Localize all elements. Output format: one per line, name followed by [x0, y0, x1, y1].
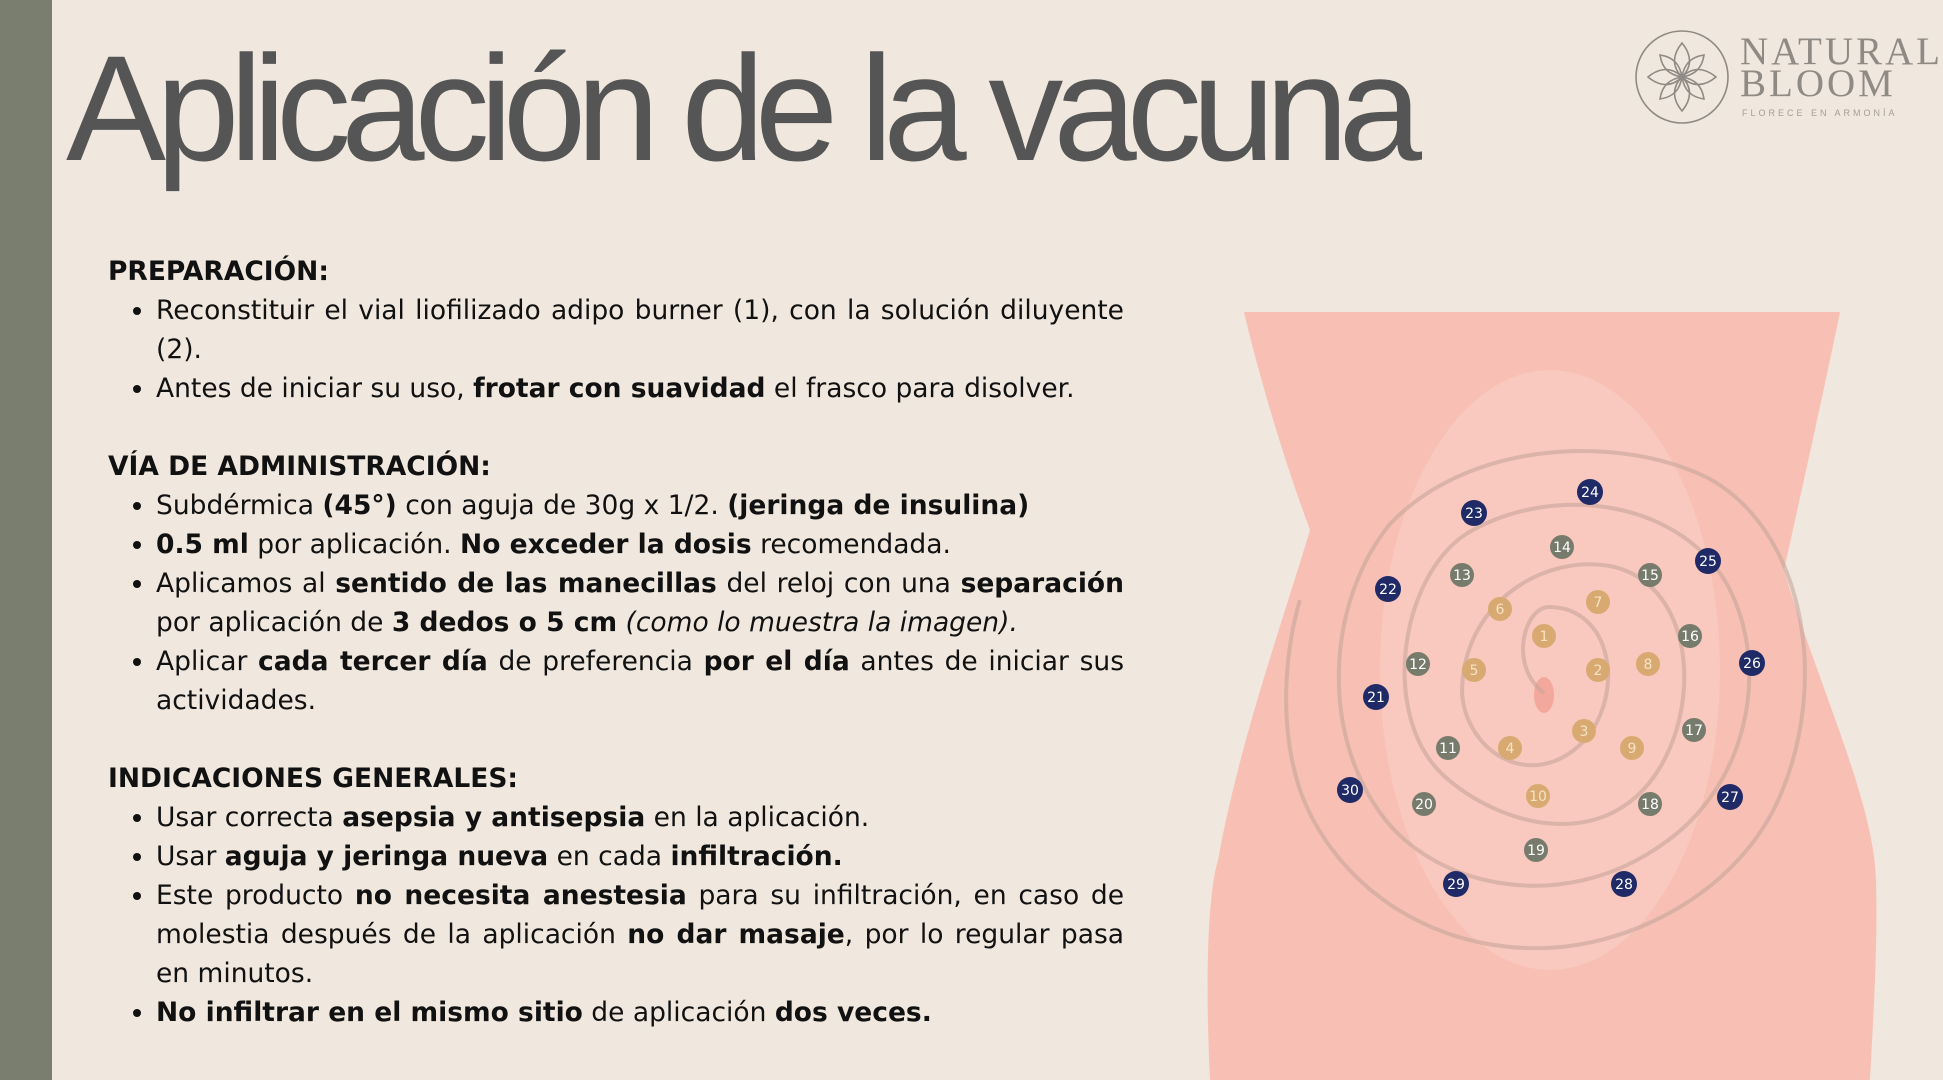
text-run: Aplicamos al: [156, 568, 336, 599]
injection-point-27: [1717, 784, 1743, 810]
text-run: el frasco para disolver.: [765, 373, 1075, 404]
text-run: por aplicación de: [156, 607, 392, 638]
injection-point-label: 11: [1439, 741, 1457, 757]
injection-point-24: [1577, 479, 1603, 505]
injection-point-label: 19: [1527, 843, 1545, 859]
injection-point-19: [1524, 838, 1548, 862]
text-run: de preferencia: [487, 646, 704, 677]
emphasis-run: dos veces.: [774, 997, 932, 1028]
injection-point-5: [1462, 658, 1486, 682]
injection-point-2: [1586, 658, 1610, 682]
injection-point-label: 8: [1643, 657, 1653, 673]
text-run: con aguja de 30g x 1/2.: [396, 490, 728, 521]
list-item: [156, 564, 1124, 642]
injection-point-label: 12: [1409, 657, 1427, 673]
injection-point-label: 29: [1447, 877, 1465, 893]
injection-point-21: [1363, 684, 1389, 710]
text-run: Antes de iniciar su uso,: [156, 373, 474, 404]
injection-point-label: 1: [1539, 629, 1549, 645]
injection-point-label: 20: [1415, 797, 1433, 813]
injection-point-28: [1611, 871, 1637, 897]
emphasis-run: por el día: [703, 646, 850, 677]
list-item: [156, 993, 1124, 1032]
injection-point-label: 22: [1379, 582, 1397, 598]
list-item: [156, 369, 1124, 408]
instructions-content: [108, 252, 1124, 1032]
injection-point-label: 9: [1627, 741, 1637, 757]
via-list: [108, 486, 1124, 720]
injection-point-14: [1550, 535, 1574, 559]
emphasis-run: no dar masaje: [627, 919, 845, 950]
emphasis-run: 3 dedos o 5 cm: [391, 607, 618, 638]
text-run: en la aplicación.: [645, 802, 870, 833]
skin-highlight: [1380, 370, 1720, 970]
emphasis-run: No exceder la dosis: [460, 529, 752, 560]
injection-point-label: 6: [1495, 602, 1505, 618]
injection-point-30: [1337, 777, 1363, 803]
text-run: del reloj con una: [716, 568, 961, 599]
section-heading-preparacion: PREPARACIÓN:: [108, 256, 329, 287]
logo-line-bloom: BLOOM: [1740, 62, 1896, 105]
injection-point-8: [1636, 652, 1660, 676]
emphasis-run: (jeringa de insulina): [727, 490, 1030, 521]
injection-point-1: [1532, 624, 1556, 648]
injection-point-label: 26: [1743, 656, 1761, 672]
injection-point-18: [1638, 792, 1662, 816]
injection-point-6: [1488, 597, 1512, 621]
injection-point-label: 13: [1453, 568, 1471, 584]
list-item: [156, 837, 1124, 876]
text-run: Aplicar: [156, 646, 259, 677]
section-heading-indicaciones: INDICACIONES GENERALES:: [108, 763, 518, 794]
injection-point-22: [1375, 576, 1401, 602]
emphasis-run: cada tercer día: [258, 646, 488, 677]
injection-point-4: [1498, 736, 1522, 760]
injection-point-23: [1461, 500, 1487, 526]
text-run: Usar: [156, 841, 225, 872]
injection-point-15: [1638, 563, 1662, 587]
page-title: Aplicación de la vacuna: [66, 24, 1413, 192]
injection-point-13: [1450, 563, 1474, 587]
injection-point-label: 28: [1615, 877, 1633, 893]
injection-point-label: 5: [1469, 663, 1479, 679]
abdomen-injection-diagram: [1200, 300, 1880, 1080]
injection-point-10: [1526, 784, 1550, 808]
list-item: [156, 525, 1124, 564]
injection-point-label: 16: [1681, 629, 1699, 645]
emphasis-run: (45°): [322, 490, 397, 521]
injection-point-9: [1620, 736, 1644, 760]
emphasis-run: sentido de las manecillas: [335, 568, 717, 599]
injection-point-17: [1682, 718, 1706, 742]
text-run: Subdérmica: [156, 490, 323, 521]
section-heading-via: VÍA DE ADMINISTRACIÓN:: [108, 451, 491, 482]
list-item: [156, 876, 1124, 993]
injection-point-label: 14: [1553, 540, 1571, 556]
emphasis-run: aguja y jeringa nueva: [224, 841, 549, 872]
left-accent-bar: [0, 0, 52, 1080]
injection-point-label: 23: [1465, 506, 1483, 522]
text-run: Este producto: [156, 880, 355, 911]
emphasis-run: No infiltrar en el mismo sitio: [156, 997, 583, 1028]
logo-line-natural: NATURAL: [1740, 30, 1943, 73]
injection-point-3: [1572, 719, 1596, 743]
injection-point-label: 25: [1699, 554, 1717, 570]
brand-logo: [1634, 26, 1943, 132]
abdomen-diagram-svg: [1200, 300, 1880, 1080]
injection-point-label: 2: [1593, 663, 1603, 679]
injection-point-7: [1586, 590, 1610, 614]
injection-point-label: 3: [1579, 724, 1589, 740]
injection-point-label: 17: [1685, 723, 1703, 739]
injection-point-label: 24: [1581, 485, 1599, 501]
navel: [1534, 677, 1554, 713]
injection-point-label: 27: [1721, 790, 1739, 806]
list-item: [156, 798, 1124, 837]
emphasis-run: separación: [960, 568, 1124, 599]
injection-point-29: [1443, 871, 1469, 897]
indicaciones-list: [108, 798, 1124, 1032]
injection-point-25: [1695, 548, 1721, 574]
text-run: por aplicación.: [248, 529, 461, 560]
injection-point-label: 7: [1593, 595, 1603, 611]
text-run: Usar correcta: [156, 802, 343, 833]
text-run: Reconstituir el vial liofilizado adipo burner (1), con la solución diluyente (2).: [156, 295, 1124, 365]
list-item: [156, 642, 1124, 720]
emphasis-run: frotar con suavidad: [473, 373, 766, 404]
emphasis-run: infiltración.: [670, 841, 843, 872]
italic-run: (como lo muestra la imagen).: [617, 607, 1018, 638]
emphasis-run: 0.5 ml: [156, 529, 249, 560]
text-run: en cada: [548, 841, 671, 872]
injection-point-label: 18: [1641, 797, 1659, 813]
emphasis-run: asepsia y antisepsia: [342, 802, 646, 833]
injection-point-label: 15: [1641, 568, 1659, 584]
emphasis-run: no necesita anestesia: [354, 880, 687, 911]
injection-point-12: [1406, 652, 1430, 676]
injection-point-20: [1412, 792, 1436, 816]
injection-point-label: 21: [1367, 690, 1385, 706]
preparacion-list: [108, 291, 1124, 408]
injection-point-11: [1436, 736, 1460, 760]
injection-point-label: 30: [1341, 783, 1359, 799]
text-run: recomendada.: [751, 529, 951, 560]
list-item: [156, 291, 1124, 369]
injection-point-26: [1739, 650, 1765, 676]
text-run: de aplicación: [582, 997, 775, 1028]
logo-tagline: FLORECE EN ARMONÍA: [1742, 108, 1898, 118]
flower-logo-icon: [1634, 29, 1730, 125]
text-run: , por lo regular pasa en minutos.: [156, 919, 1125, 989]
injection-point-label: 4: [1505, 741, 1515, 757]
text-run: para su infiltración, en caso de molestia después de la aplicación: [156, 880, 1125, 950]
list-item: [156, 486, 1124, 525]
injection-point-16: [1678, 624, 1702, 648]
text-run: antes de iniciar sus actividades.: [156, 646, 1124, 716]
injection-point-label: 10: [1529, 789, 1547, 805]
